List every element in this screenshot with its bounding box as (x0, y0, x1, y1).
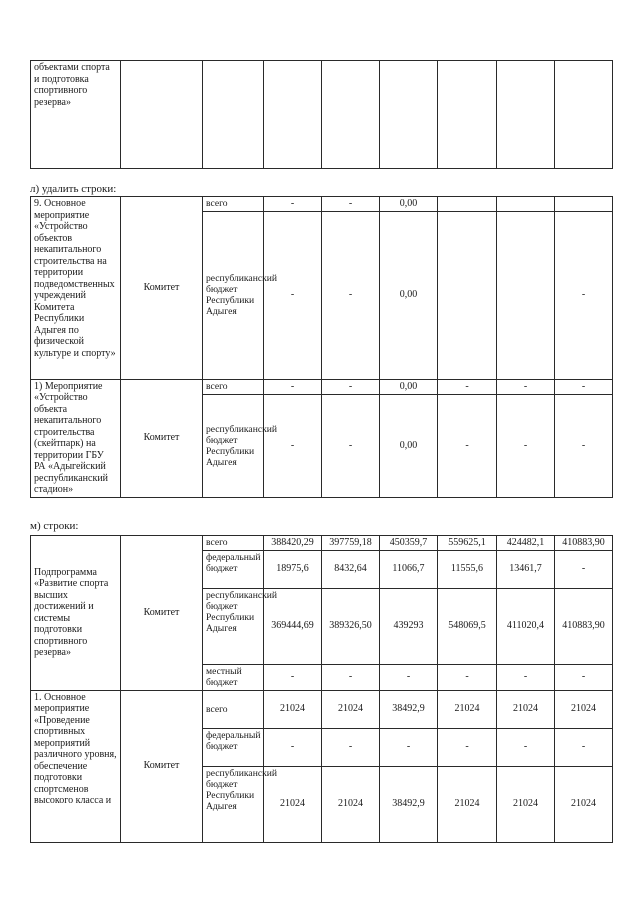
value-cell: - (438, 728, 497, 766)
value-cell: 21024 (322, 690, 380, 728)
value-cell: 369444,69 (264, 588, 322, 664)
value-cell: 21024 (438, 766, 497, 842)
value-cell: 8432,64 (322, 550, 380, 588)
value-cell: - (438, 379, 497, 394)
value-cell: - (438, 664, 497, 690)
value-cell: - (497, 394, 555, 497)
value-cell: - (555, 379, 613, 394)
value-cell: - (555, 550, 613, 588)
value-cell: 0,00 (380, 379, 438, 394)
value-cell: 21024 (555, 690, 613, 728)
row-executor: Комитет (121, 536, 203, 691)
value-cell: 410883,90 (555, 588, 613, 664)
value-cell (497, 197, 555, 212)
value-cell: - (380, 728, 438, 766)
value-cell (497, 211, 555, 379)
value-cell: 21024 (497, 766, 555, 842)
value-cell: 21024 (438, 690, 497, 728)
value-cell: 21024 (555, 766, 613, 842)
value-cell: - (497, 664, 555, 690)
row-name: 1) Мероприятие «Устройство объекта некапитального строительства (скейтпарк) на территории ГБУ РА «Адыгейский республиканский стадион» (31, 379, 121, 497)
continuation-table (30, 60, 613, 169)
value-cell (438, 211, 497, 379)
source-cell: республиканский бюджет Республики Адыгея (203, 588, 264, 664)
value-cell: 388420,29 (264, 536, 322, 551)
value-cell: 389326,50 (322, 588, 380, 664)
source-cell: всего (203, 197, 264, 212)
value-cell: 411020,4 (497, 588, 555, 664)
value-cell: 439293 (380, 588, 438, 664)
source-cell: федеральный бюджет (203, 550, 264, 588)
value-cell: 11066,7 (380, 550, 438, 588)
value-cell: 38492,9 (380, 766, 438, 842)
value-cell: - (264, 379, 322, 394)
value-cell: - (497, 728, 555, 766)
row-executor: Комитет (121, 690, 203, 842)
caption-remove-rows: л) удалить строки: (30, 183, 117, 195)
value-cell: - (322, 664, 380, 690)
source-cell: всего (203, 690, 264, 728)
value-cell: - (497, 379, 555, 394)
caption-rows: м) строки: (30, 520, 79, 532)
value-cell: 548069,5 (438, 588, 497, 664)
value-cell: 21024 (322, 766, 380, 842)
remove-rows-table (30, 196, 613, 498)
source-cell: республиканский бюджет Республики Адыгея (203, 766, 264, 842)
source-cell: республиканский бюджет Республики Адыгея (203, 394, 264, 497)
value-cell: - (264, 211, 322, 379)
value-cell: 18975,6 (264, 550, 322, 588)
source-cell: местный бюджет (203, 664, 264, 690)
row-executor: Комитет (121, 197, 203, 380)
value-cell (555, 197, 613, 212)
value-cell: 450359,7 (380, 536, 438, 551)
rows-table (30, 535, 613, 843)
row-name: 9. Основное мероприятие «Устройство объектов некапитального строительства на территории подведомственных учреждений Комитета Республики Адыгея по физической культуре и спорту» (31, 197, 121, 380)
value-cell: 0,00 (380, 394, 438, 497)
value-cell: - (380, 664, 438, 690)
value-cell: 397759,18 (322, 536, 380, 551)
value-cell (438, 197, 497, 212)
value-cell: 21024 (497, 690, 555, 728)
value-cell: - (555, 211, 613, 379)
value-cell: - (264, 394, 322, 497)
value-cell: - (264, 197, 322, 212)
value-cell: - (322, 211, 380, 379)
value-cell: 38492,9 (380, 690, 438, 728)
source-cell: всего (203, 379, 264, 394)
value-cell: - (555, 728, 613, 766)
value-cell: - (264, 664, 322, 690)
value-cell: 0,00 (380, 197, 438, 212)
row-name: Подпрограмма «Развитие спорта высших достижений и системы подготовки спортивного резерва» (31, 536, 121, 691)
value-cell: 424482,1 (497, 536, 555, 551)
value-cell: - (555, 664, 613, 690)
value-cell: - (264, 728, 322, 766)
value-cell: 11555,6 (438, 550, 497, 588)
source-cell: всего (203, 536, 264, 551)
value-cell: - (555, 394, 613, 497)
value-cell: - (322, 197, 380, 212)
source-cell: федеральный бюджет (203, 728, 264, 766)
value-cell: 13461,7 (497, 550, 555, 588)
row-executor: Комитет (121, 379, 203, 497)
value-cell: - (322, 394, 380, 497)
value-cell: 559625,1 (438, 536, 497, 551)
value-cell: - (322, 379, 380, 394)
value-cell: 410883,90 (555, 536, 613, 551)
row-name: 1. Основное мероприятие «Проведение спортивных мероприятий различного уровня, обеспечение подготовки спортсменов высокого класса и (31, 690, 121, 842)
value-cell: - (322, 728, 380, 766)
value-cell: 21024 (264, 766, 322, 842)
source-cell: республиканский бюджет Республики Адыгея (203, 211, 264, 379)
value-cell: 21024 (264, 690, 322, 728)
value-cell: - (438, 394, 497, 497)
value-cell: 0,00 (380, 211, 438, 379)
name-cell: объектами спорта и подготовка спортивного резерва» (31, 61, 121, 169)
